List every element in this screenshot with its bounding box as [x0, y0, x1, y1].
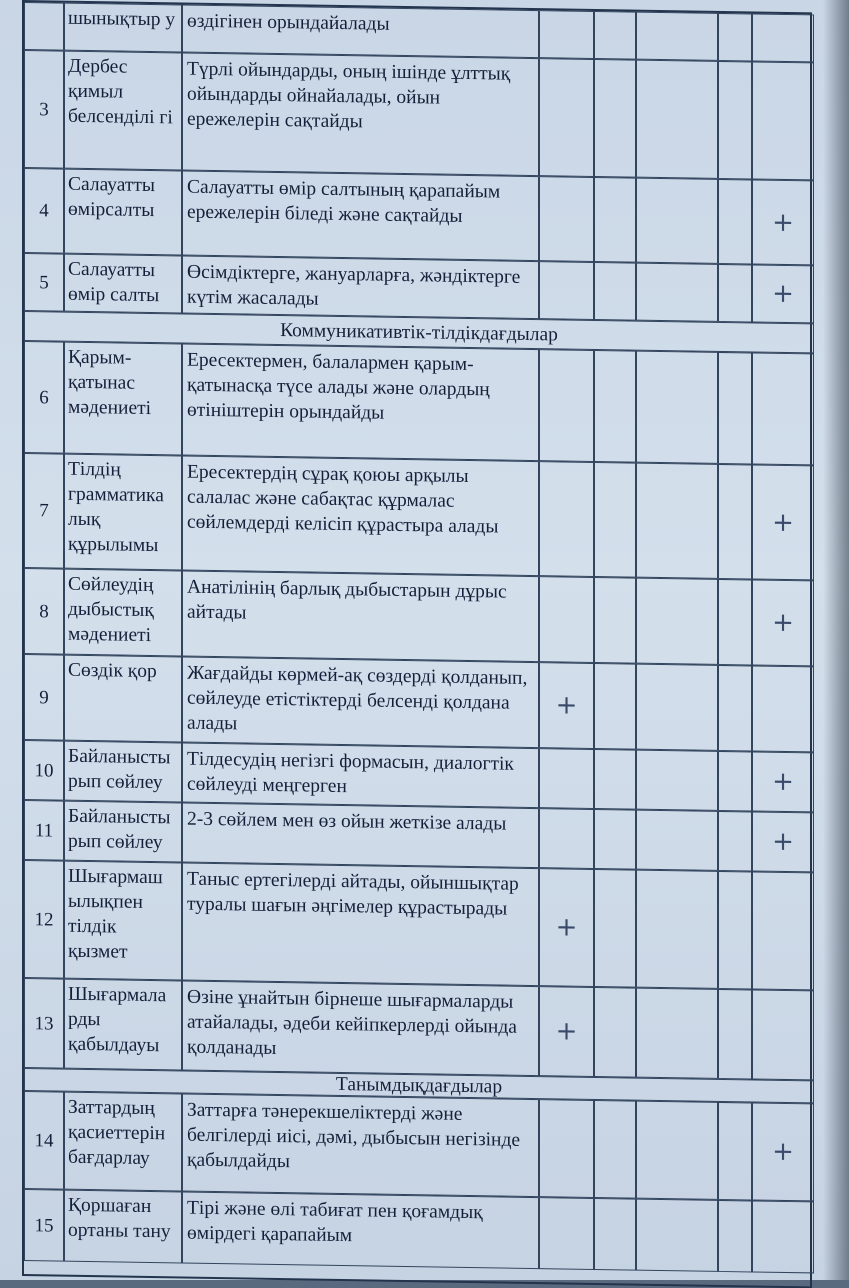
skill-name: Салауатты өмірсалты [64, 169, 182, 256]
row-number: 9 [24, 654, 64, 741]
plus-mark: + [772, 207, 794, 238]
level-cell [752, 13, 814, 62]
level-cell [594, 809, 636, 870]
level-cell [752, 579, 814, 666]
level-cell [752, 989, 814, 1080]
level-cell [718, 871, 752, 990]
level-cell [594, 749, 636, 810]
level-cell [539, 1197, 594, 1270]
skill-name: Қоршаған ортаны тану [64, 1190, 182, 1264]
level-cell [594, 1100, 636, 1199]
row-number: 14 [24, 1091, 64, 1190]
level-cell [636, 1101, 718, 1200]
level-cell [718, 13, 752, 62]
skill-description: Тірі және өлі табиғат пен қоғамдық өмірдегі қарапайым [182, 1192, 539, 1270]
level-cell [752, 751, 814, 812]
plus-mark: + [555, 690, 578, 721]
level-cell [539, 576, 594, 663]
row-number: 11 [24, 800, 64, 861]
level-cell [752, 1200, 814, 1273]
skill-description: Анатілінің барлық дыбыстарын дұрыс айтады [182, 571, 539, 663]
plus-mark: + [772, 607, 794, 639]
skill-name: Дербес қимыл белсенділі гі [64, 51, 182, 171]
skill-name: Қарым-қатынас мәдениеті [64, 342, 182, 456]
plus-mark: + [555, 1016, 578, 1047]
level-cell [539, 58, 594, 177]
level-cell [752, 871, 814, 990]
plus-mark: + [772, 1136, 794, 1168]
level-cell [539, 662, 594, 749]
row-number: 12 [24, 860, 64, 979]
skill-description: Өсімдіктерге, жануарларға, жәндіктерге күтім жасалады [182, 256, 539, 320]
level-cell [636, 60, 718, 179]
level-cell [718, 579, 752, 666]
level-cell [636, 988, 718, 1079]
level-cell [718, 61, 752, 180]
level-cell [636, 178, 718, 264]
level-cell [636, 870, 718, 989]
level-cell [752, 61, 814, 180]
level-cell [594, 177, 636, 263]
level-cell [594, 462, 636, 578]
skill-name: Заттардың қасиеттерін бағдарлау [64, 1092, 182, 1192]
level-cell [636, 463, 718, 579]
level-cell [718, 665, 752, 752]
skill-description: Ересектердің сұрақ қоюы арқылы салалас және сабақтас құрмалас сөйлемдерді келісіп құрастыра алады [182, 456, 539, 577]
plus-mark: + [772, 278, 794, 310]
level-cell [718, 1200, 752, 1273]
row-number: 4 [24, 168, 64, 254]
level-cell [594, 577, 636, 664]
plus-mark: + [772, 507, 794, 538]
skill-name: Салауатты өмір салты [64, 254, 182, 314]
level-cell [752, 179, 814, 265]
level-cell [594, 11, 636, 60]
skill-description: Түрлі ойындарды, оның ішінде ұлттық ойындарды ойнайалады, ойын ережелерін сақтайды [182, 53, 539, 177]
level-cell [752, 811, 814, 872]
level-cell [539, 808, 594, 869]
level-cell [539, 986, 594, 1077]
skill-description: өздігінен орындайалады [182, 5, 539, 59]
skill-name: Сөздік қор [64, 655, 182, 743]
level-cell [539, 1099, 594, 1198]
level-cell [752, 352, 814, 465]
level-cell [594, 59, 636, 178]
level-cell [539, 176, 594, 262]
level-cell [752, 264, 814, 323]
level-cell [594, 1198, 636, 1271]
skill-name: Сөйлеудің дыбыстық мәдениеті [64, 569, 182, 657]
level-cell [539, 349, 594, 462]
skill-description: Ересектермен, балалармен қарым-қатынасқа түсе алады және олардың өтініштерін орындайды [182, 344, 539, 462]
level-cell [636, 263, 718, 322]
level-cell [752, 1102, 814, 1201]
plus-mark: + [772, 766, 794, 798]
section-header: Коммуникативтік-тілдікдағдылар [24, 311, 814, 353]
plus-mark: + [555, 912, 578, 943]
row-number: 8 [24, 568, 64, 655]
level-cell [718, 352, 752, 465]
row-number: 15 [24, 1189, 64, 1262]
level-cell [539, 748, 594, 809]
skill-name: Тілдің грамматика лық құрылымы [64, 454, 182, 571]
page-edge-shadow [823, 0, 849, 1280]
plus-mark: + [772, 826, 794, 858]
level-cell [718, 179, 752, 265]
level-cell [718, 1102, 752, 1201]
row-number: 7 [24, 453, 64, 569]
level-cell [636, 664, 718, 751]
assessment-table [22, 0, 812, 1288]
row-number: 13 [24, 978, 64, 1069]
level-cell [594, 987, 636, 1078]
level-cell [718, 264, 752, 323]
level-cell [718, 464, 752, 580]
level-cell [594, 663, 636, 750]
level-cell [636, 578, 718, 665]
skill-description: Тілдесудің негізгі формасын, диалогтік сөйлеуді меңгерген [182, 743, 539, 809]
level-cell [636, 750, 718, 811]
level-cell [718, 989, 752, 1080]
skill-description: Өзіне ұнайтын бірнеше шығармаларды атайалады, әдеби кейіпкерлерді ойында қолданады [182, 981, 539, 1077]
row-number: 6 [24, 341, 64, 454]
skill-description: Жағдайды көрмей-ақ сөздерді қолданып, сөйлеуде етістіктерді белсенді қолдана алады [182, 657, 539, 749]
level-cell [539, 261, 594, 320]
level-cell [752, 665, 814, 752]
level-cell [539, 461, 594, 577]
level-cell [636, 810, 718, 871]
skill-name: Шығармала рды қабылдауы [64, 979, 182, 1071]
skill-name: Байланысты рып сөйлеу [64, 801, 182, 863]
level-cell [594, 869, 636, 988]
skill-description: Салауатты өмір салтының қарапайым ережелерін біледі және сақтайды [182, 171, 539, 262]
skill-description: 2-3 сөйлем мен өз ойын жеткізе алады [182, 803, 539, 869]
level-cell [752, 464, 814, 580]
row-number: 5 [24, 253, 64, 312]
row-number [24, 2, 64, 51]
level-cell [636, 12, 718, 61]
level-cell [594, 262, 636, 321]
skill-name: Шығармаш ылықпен тілдік қызмет [64, 861, 182, 981]
row-number: 3 [24, 50, 64, 169]
level-cell [594, 350, 636, 463]
level-cell [539, 10, 594, 59]
skill-description: Таныс ертегілерді айтады, ойыншықтар туралы шағын әңгімелер құрастырады [182, 863, 539, 987]
level-cell [718, 751, 752, 812]
level-cell [718, 811, 752, 872]
level-cell [539, 868, 594, 987]
skill-description: Заттарға тәнерекшеліктерді және белгілерді иісі, дәмі, дыбысын негізінде қабылдайды [182, 1094, 539, 1198]
section-header: Танымдықдағдылар [24, 1068, 814, 1103]
row-number: 10 [24, 740, 64, 801]
skill-name: шынықтыр у [64, 3, 182, 53]
level-cell [636, 351, 718, 464]
level-cell [636, 1199, 718, 1272]
skill-name: Байланысты рып сөйлеу [64, 741, 182, 803]
